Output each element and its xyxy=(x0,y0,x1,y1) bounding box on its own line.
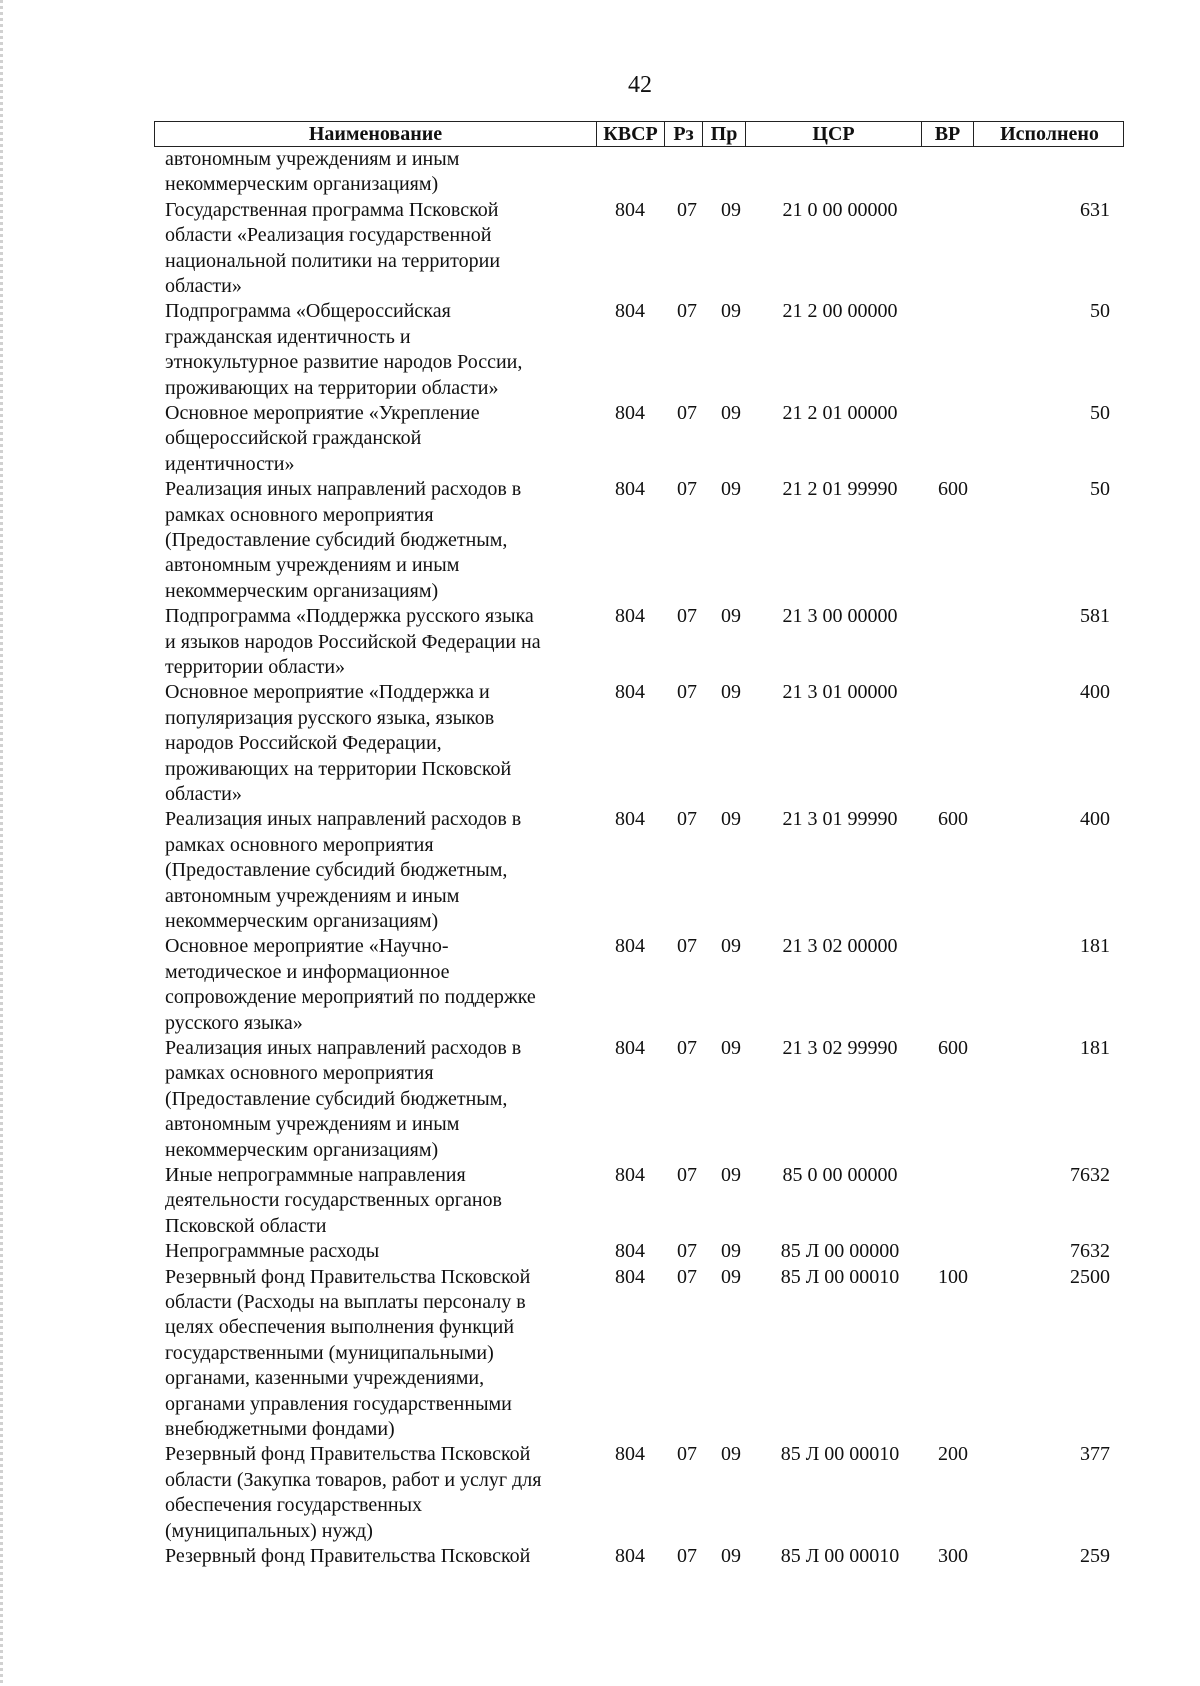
row-rz: 07 xyxy=(677,300,697,323)
row-pr: 09 xyxy=(721,808,741,831)
table-row xyxy=(0,934,1200,1036)
header-csr: ЦСР xyxy=(745,122,921,146)
row-done: 50 xyxy=(1090,478,1110,501)
header-rz: Рз xyxy=(664,122,702,146)
row-done: 259 xyxy=(1080,1544,1110,1567)
table-row xyxy=(0,1265,1200,1443)
row-done: 181 xyxy=(1080,1036,1110,1059)
table-row xyxy=(0,1163,1200,1239)
row-name-line: автономным учреждениям и иным xyxy=(165,554,460,577)
header-vr: ВР xyxy=(921,122,973,146)
table-body xyxy=(0,147,1200,1569)
row-name-line: (муниципальных) нужд) xyxy=(165,1519,373,1542)
row-name-line: (Предоставление субсидий бюджетным, xyxy=(165,859,508,882)
row-name xyxy=(165,1544,595,1569)
row-name-line: области (Расходы на выплаты персоналу в xyxy=(165,1290,526,1313)
row-name-line: идентичности» xyxy=(165,452,295,475)
row-csr: 85 0 00 00000 xyxy=(782,1163,898,1186)
row-done: 377 xyxy=(1080,1443,1110,1466)
row-name xyxy=(165,1442,595,1544)
row-pr: 09 xyxy=(721,478,741,501)
row-name-line: проживающих на территории области» xyxy=(165,376,499,399)
row-rz: 07 xyxy=(677,605,697,628)
row-done: 50 xyxy=(1090,300,1110,323)
row-kvsr: 804 xyxy=(615,478,645,501)
row-pr: 09 xyxy=(721,1544,741,1567)
row-name xyxy=(165,934,595,1036)
table-row xyxy=(0,807,1200,934)
table-row xyxy=(0,1239,1200,1264)
row-csr: 85 Л 00 00010 xyxy=(780,1443,900,1466)
row-kvsr: 804 xyxy=(615,1544,645,1567)
row-csr: 21 2 00 00000 xyxy=(782,300,898,323)
row-kvsr: 804 xyxy=(615,1240,645,1263)
row-name-line: Основное мероприятие «Укрепление xyxy=(165,401,480,424)
row-name xyxy=(165,147,595,198)
row-vr: 200 xyxy=(938,1443,968,1466)
row-pr: 09 xyxy=(721,1036,741,1059)
row-name-line: области» xyxy=(165,275,242,298)
row-name-line: целях обеспечения выполнения функций xyxy=(165,1316,515,1339)
row-name-line: народов Российской Федерации, xyxy=(165,732,442,755)
table-row xyxy=(0,198,1200,300)
header-kvsr: КВСР xyxy=(596,122,664,146)
row-rz: 07 xyxy=(677,198,697,221)
row-name xyxy=(165,1163,595,1239)
row-kvsr: 804 xyxy=(615,1163,645,1186)
row-kvsr: 804 xyxy=(615,198,645,221)
row-name-line: государственными (муниципальными) xyxy=(165,1341,494,1364)
row-name-line: общероссийской гражданской xyxy=(165,427,422,450)
row-name-line: некоммерческим организациям) xyxy=(165,579,439,602)
row-csr: 85 Л 00 00000 xyxy=(780,1240,900,1263)
row-rz: 07 xyxy=(677,681,697,704)
row-vr: 600 xyxy=(938,1036,968,1059)
row-name xyxy=(165,604,595,680)
row-done: 400 xyxy=(1080,681,1110,704)
row-kvsr: 804 xyxy=(615,300,645,323)
table-row xyxy=(0,477,1200,604)
table-row xyxy=(0,1036,1200,1163)
row-name-line: Псковской области xyxy=(165,1214,327,1237)
row-name-line: этнокультурное развитие народов России, xyxy=(165,351,523,374)
row-done: 7632 xyxy=(1070,1240,1110,1263)
row-name-line: методическое и информационное xyxy=(165,960,450,983)
row-pr: 09 xyxy=(721,1240,741,1263)
row-pr: 09 xyxy=(721,1265,741,1288)
row-csr: 85 Л 00 00010 xyxy=(780,1544,900,1567)
row-csr: 21 3 02 00000 xyxy=(782,935,898,958)
row-rz: 07 xyxy=(677,1443,697,1466)
row-csr: 21 3 01 00000 xyxy=(782,681,898,704)
row-pr: 09 xyxy=(721,300,741,323)
row-name-line: области (Закупка товаров, работ и услуг для xyxy=(165,1468,542,1491)
row-kvsr: 804 xyxy=(615,935,645,958)
row-pr: 09 xyxy=(721,935,741,958)
row-rz: 07 xyxy=(677,1544,697,1567)
row-done: 2500 xyxy=(1070,1265,1110,1288)
row-name-line: Основное мероприятие «Научно- xyxy=(165,935,449,958)
row-name-line: области «Реализация государственной xyxy=(165,224,492,247)
row-name-line: Реализация иных направлений расходов в xyxy=(165,1036,522,1059)
row-name-line: Основное мероприятие «Поддержка и xyxy=(165,681,490,704)
table-row xyxy=(0,1544,1200,1569)
row-rz: 07 xyxy=(677,1265,697,1288)
header-done: Исполнено xyxy=(973,122,1125,146)
row-name xyxy=(165,198,595,300)
row-done: 400 xyxy=(1080,808,1110,831)
row-csr: 21 3 01 99990 xyxy=(782,808,898,831)
row-name-line: внебюджетными фондами) xyxy=(165,1417,395,1440)
row-name-line: проживающих на территории Псковской xyxy=(165,757,512,780)
row-pr: 09 xyxy=(721,681,741,704)
row-rz: 07 xyxy=(677,1163,697,1186)
row-vr: 600 xyxy=(938,808,968,831)
row-name-line: Подпрограмма «Поддержка русского языка xyxy=(165,605,534,628)
row-done: 631 xyxy=(1080,198,1110,221)
row-kvsr: 804 xyxy=(615,1036,645,1059)
row-rz: 07 xyxy=(677,808,697,831)
row-done: 581 xyxy=(1080,605,1110,628)
table-row xyxy=(0,1442,1200,1544)
row-name-line: рамках основного мероприятия xyxy=(165,1062,434,1085)
row-kvsr: 804 xyxy=(615,401,645,424)
row-name-line: Резервный фонд Правительства Псковской xyxy=(165,1265,531,1288)
row-name xyxy=(165,477,595,604)
row-name-line: национальной политики на территории xyxy=(165,249,501,272)
row-name-line: некоммерческим организациям) xyxy=(165,1138,439,1161)
row-pr: 09 xyxy=(721,1163,741,1186)
row-name xyxy=(165,401,595,477)
row-name-line: некоммерческим организациям) xyxy=(165,909,439,932)
row-name-line: популяризация русского языка, языков xyxy=(165,706,495,729)
row-name-line: Реализация иных направлений расходов в xyxy=(165,478,522,501)
row-name-line: Резервный фонд Правительства Псковской xyxy=(165,1443,531,1466)
row-name-line: автономным учреждениям и иным xyxy=(165,884,460,907)
row-pr: 09 xyxy=(721,198,741,221)
table-row xyxy=(0,680,1200,807)
row-name-line: Резервный фонд Правительства Псковской xyxy=(165,1544,531,1567)
row-name-line: автономным учреждениям и иным xyxy=(165,1113,460,1136)
row-name-line: рамках основного мероприятия xyxy=(165,503,434,526)
row-name xyxy=(165,299,595,401)
row-name xyxy=(165,1265,595,1443)
table-header xyxy=(154,121,1124,147)
table-row xyxy=(0,604,1200,680)
row-rz: 07 xyxy=(677,1240,697,1263)
row-name-line: (Предоставление субсидий бюджетным, xyxy=(165,1087,508,1110)
row-name-line: Подпрограмма «Общероссийская xyxy=(165,300,451,323)
row-csr: 21 2 01 00000 xyxy=(782,401,898,424)
row-kvsr: 804 xyxy=(615,1265,645,1288)
row-name-line: сопровождение мероприятий по поддержке xyxy=(165,986,536,1009)
row-kvsr: 804 xyxy=(615,681,645,704)
row-kvsr: 804 xyxy=(615,808,645,831)
row-vr: 600 xyxy=(938,478,968,501)
table-row xyxy=(0,147,1200,198)
row-name-line: некоммерческим организациям) xyxy=(165,173,439,196)
row-name-line: Иные непрограммные направления xyxy=(165,1163,466,1186)
row-name-line: деятельности государственных органов xyxy=(165,1189,502,1212)
row-name xyxy=(165,1036,595,1163)
row-csr: 21 3 02 99990 xyxy=(782,1036,898,1059)
row-vr: 100 xyxy=(938,1265,968,1288)
row-done: 50 xyxy=(1090,401,1110,424)
row-name-line: рамках основного мероприятия xyxy=(165,833,434,856)
row-name-line: области» xyxy=(165,782,242,805)
row-kvsr: 804 xyxy=(615,1443,645,1466)
header-pr: Пр xyxy=(702,122,745,146)
row-name xyxy=(165,680,595,807)
row-pr: 09 xyxy=(721,1443,741,1466)
row-name-line: Реализация иных направлений расходов в xyxy=(165,808,522,831)
row-name-line: Непрограммные расходы xyxy=(165,1240,380,1263)
row-csr: 21 0 00 00000 xyxy=(782,198,898,221)
row-rz: 07 xyxy=(677,478,697,501)
row-name-line: (Предоставление субсидий бюджетным, xyxy=(165,528,508,551)
table-row xyxy=(0,401,1200,477)
row-vr: 300 xyxy=(938,1544,968,1567)
row-rz: 07 xyxy=(677,401,697,424)
row-name xyxy=(165,1239,595,1264)
row-name xyxy=(165,807,595,934)
row-name-line: органами, казенными учреждениями, xyxy=(165,1367,485,1390)
row-pr: 09 xyxy=(721,401,741,424)
table-row xyxy=(0,299,1200,401)
row-done: 7632 xyxy=(1070,1163,1110,1186)
row-pr: 09 xyxy=(721,605,741,628)
row-name-line: органами управления государственными xyxy=(165,1392,512,1415)
row-name-line: русского языка» xyxy=(165,1011,303,1034)
row-name-line: Государственная программа Псковской xyxy=(165,198,499,221)
row-name-line: автономным учреждениям и иным xyxy=(165,148,460,170)
row-rz: 07 xyxy=(677,1036,697,1059)
row-csr: 21 2 01 99990 xyxy=(782,478,898,501)
row-csr: 85 Л 00 00010 xyxy=(780,1265,900,1288)
row-kvsr: 804 xyxy=(615,605,645,628)
page-number: 42 xyxy=(628,72,652,98)
row-rz: 07 xyxy=(677,935,697,958)
row-name-line: обеспечения государственных xyxy=(165,1494,423,1517)
row-name-line: гражданская идентичность и xyxy=(165,325,411,348)
row-done: 181 xyxy=(1080,935,1110,958)
row-name-line: и языков народов Российской Федерации на xyxy=(165,630,541,653)
row-csr: 21 3 00 00000 xyxy=(782,605,898,628)
header-name: Наименование xyxy=(308,123,443,145)
row-name-line: территории области» xyxy=(165,655,346,678)
